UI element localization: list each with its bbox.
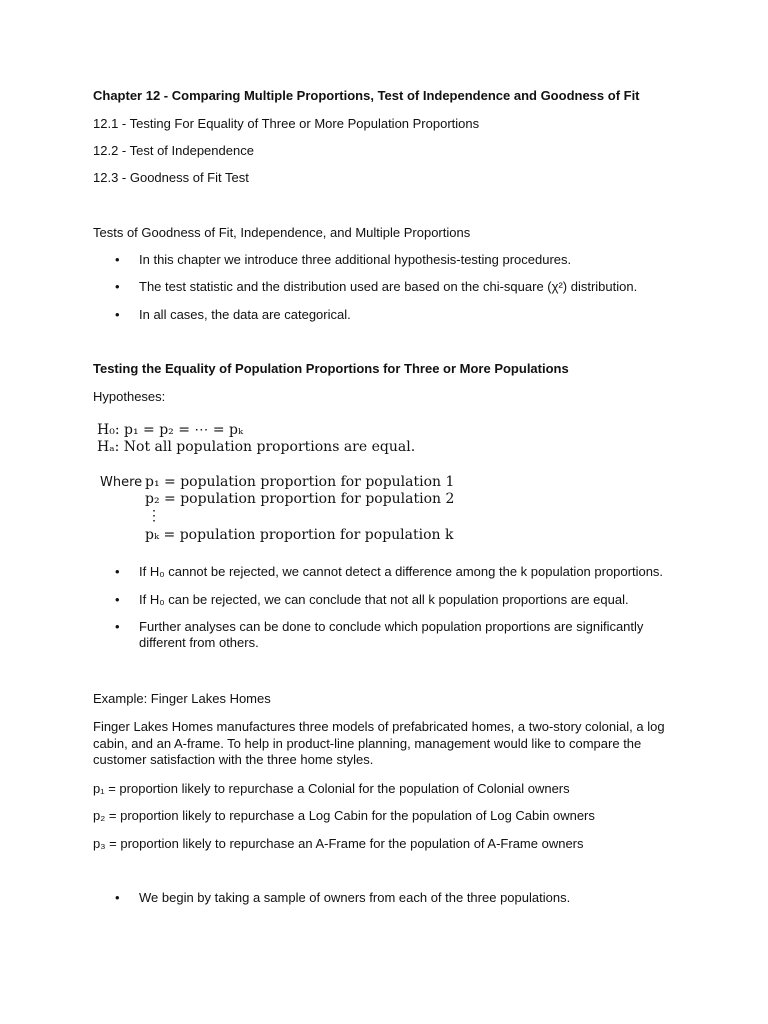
section-12-3: 12.3 - Goodness of Fit Test — [93, 170, 249, 185]
bullet-icon: • — [115, 592, 120, 607]
definition-p1: p₁ = population proportion for population 1 — [145, 474, 455, 490]
null-hypothesis: H₀: p₁ = p₂ = ⋯ = pₖ — [97, 422, 244, 438]
section-12-2: 12.2 - Test of Independence — [93, 143, 254, 158]
overview-bullet-2: The test statistic and the distribution used are based on the chi-square (χ²) distribution. — [139, 279, 638, 294]
section-12-1: 12.1 - Testing For Equality of Three or More Population Proportions — [93, 116, 480, 131]
example-paragraph: Finger Lakes Homes manufactures three models of prefabricated homes, a two-story colonial, a log cabin, and an A-frame. To help in product-line planning, management would like to compare the customer satisfaction with the three home styles. — [93, 719, 665, 767]
alternative-hypothesis: Hₐ: Not all population proportions are equal. — [97, 439, 416, 455]
chapter-title: Chapter 12 - Comparing Multiple Proportions, Test of Independence and Goodness of Fit — [93, 88, 640, 103]
definition-p2: p₂ = population proportion for population 2 — [145, 491, 455, 507]
bullet-icon: • — [115, 619, 120, 634]
overview-bullet-1: In this chapter we introduce three additional hypothesis-testing procedures. — [139, 252, 572, 267]
overview-bullet-3: In all cases, the data are categorical. — [139, 307, 351, 322]
hypotheses-label: Hypotheses: — [93, 389, 166, 404]
proportion-p3: p₃ = proportion likely to repurchase an A-Frame for the population of A-Frame owners — [93, 836, 584, 851]
bullet-icon: • — [115, 890, 120, 905]
bullet-icon: • — [115, 307, 120, 322]
example-heading: Example: Finger Lakes Homes — [93, 691, 271, 706]
equality-bullet-1: If H₀ cannot be rejected, we cannot detect a difference among the k population proportions. — [139, 564, 664, 579]
proportion-p2: p₂ = proportion likely to repurchase a Log Cabin for the population of Log Cabin owners — [93, 808, 595, 823]
equality-bullet-2: If H₀ can be rejected, we can conclude that not all k population proportions are equal. — [139, 592, 629, 607]
bullet-icon: • — [115, 564, 120, 579]
definition-pk: pₖ = population proportion for population k — [145, 527, 454, 543]
overview-heading: Tests of Goodness of Fit, Independence, and Multiple Proportions — [93, 225, 471, 240]
bullet-icon: • — [115, 252, 120, 267]
example-bullet-1: We begin by taking a sample of owners from each of the three populations. — [139, 890, 571, 905]
bullet-icon: • — [115, 279, 120, 294]
proportion-p1: p₁ = proportion likely to repurchase a Colonial for the population of Colonial owners — [93, 781, 570, 796]
where-label: Where — [100, 475, 143, 490]
vertical-ellipsis: ⋮ — [147, 508, 161, 524]
equality-bullet-3: Further analyses can be done to conclude which population proportions are significantly different from others. — [139, 619, 644, 650]
equality-heading: Testing the Equality of Population Proportions for Three or More Populations — [93, 361, 569, 376]
